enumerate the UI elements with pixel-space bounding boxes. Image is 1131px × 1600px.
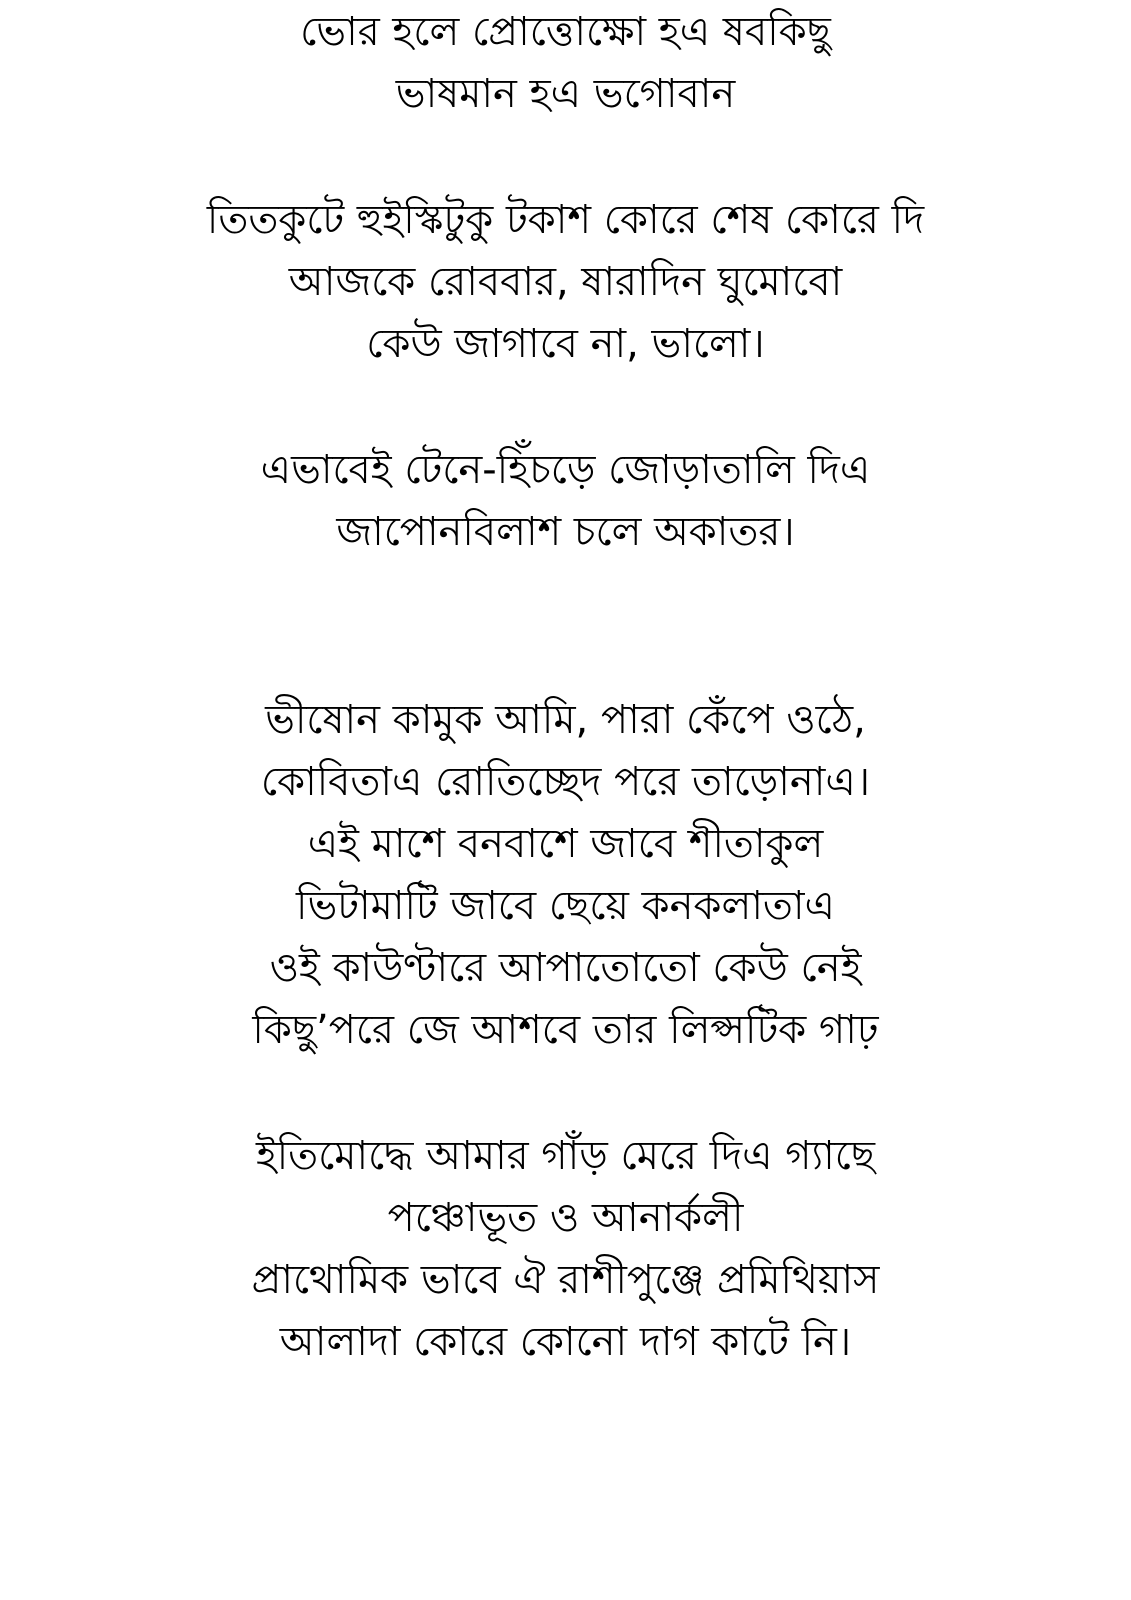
poem-line: ইতিমোদ্ধে আমার গাঁড় মেরে দিএ গ্যাছে <box>255 1133 876 1179</box>
poem-line: কোবিতাএ রোতিচ্ছেদ পরে তাড়োনাএ। <box>260 759 871 805</box>
poem-line: আলাদা কোরে কোনো দাগ কাটে নি। <box>279 1319 852 1365</box>
poem-line: ভিটামাটি জাবে ছেয়ে কনকলাতাএ <box>296 883 835 929</box>
poem-line: কিছু’পরে জে আশবে তার লিপ্সটিক গাঢ় <box>252 1007 879 1053</box>
poem-line: জাপোনবিলাশ চলে অকাতর। <box>336 509 795 555</box>
poem-line: আজকে রোববার, ষারাদিন ঘুমোবো <box>288 259 843 305</box>
poem-line: কেউ জাগাবে না, ভালো। <box>366 321 765 367</box>
poem-line: এভাবেই টেনে-হিঁচড়ে জোড়াতালি দিএ <box>260 447 871 493</box>
poem-line: তিতকুটে হুইস্কিটুকু টকাশ কোরে শেষ কোরে দি <box>206 197 925 243</box>
poem-line: প্রাথোমিক ভাবে ঐ রাশীপুঞ্জে প্রমিথিয়াস <box>251 1257 880 1303</box>
poem-line: এই মাশে বনবাশে জাবে শীতাকুল <box>307 821 824 867</box>
poem-line: ভীষোন কামুক আমি, পারা কেঁপে ওঠে, <box>265 697 866 743</box>
poem-line: ভাষমান হএ ভগোবান <box>395 71 736 117</box>
poem-line: ওই কাউণ্টারে আপাতোতো কেউ নেই <box>269 945 862 991</box>
poem-line: পঞ্চোভূত ও আনার্কলী <box>387 1195 744 1241</box>
poem-line: ভোর হলে প্রোত্তোক্ষো হএ ষবকিছু <box>300 9 831 55</box>
